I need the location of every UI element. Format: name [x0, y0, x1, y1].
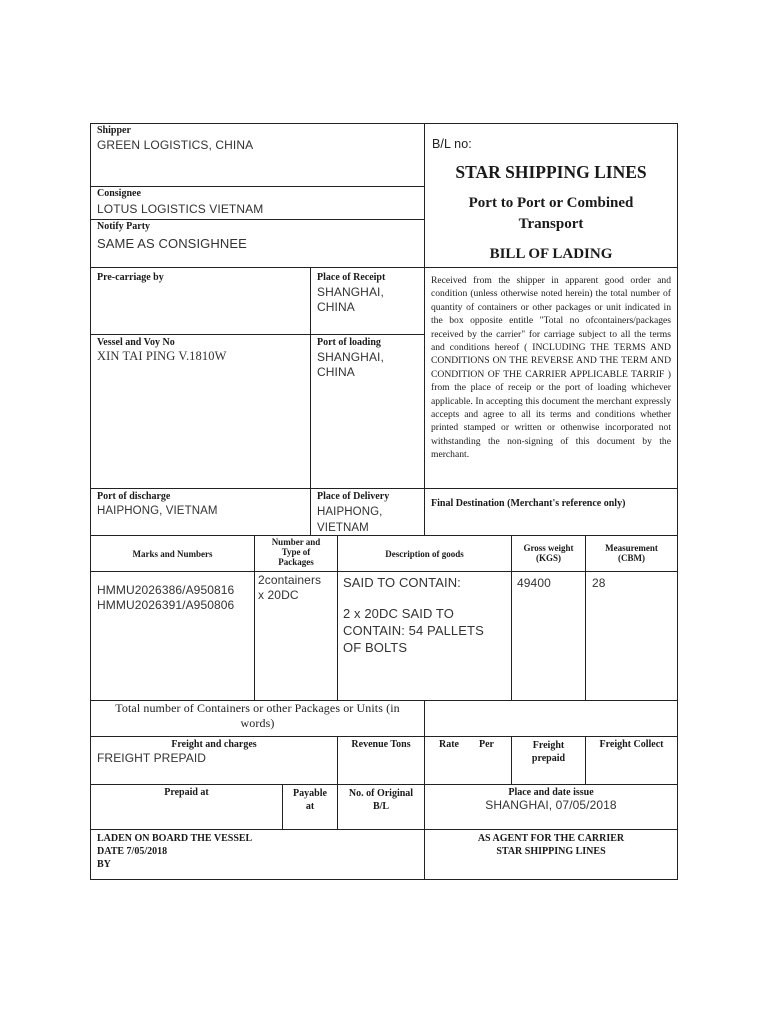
rate-label: Rate — [439, 739, 459, 750]
gross-weight-value: 49400 — [517, 576, 551, 590]
per-label: Per — [479, 739, 494, 750]
description-body: 2 x 20DC SAID TO CONTAIN: 54 PALLETS OF BOLTS — [343, 606, 484, 655]
total-packages-label: Total number of Containers or other Packages or Units (in words) — [115, 701, 400, 730]
prepaid-at-label: Prepaid at — [164, 787, 209, 798]
laden-text: LADEN ON BOARD THE VESSEL DATE 7/05/2018 BY — [97, 833, 253, 870]
gross-weight-header: Gross weight (KGS) — [523, 543, 574, 563]
total-packages-value-cell — [424, 700, 678, 737]
revenue-tons-label: Revenue Tons — [351, 739, 411, 750]
consignee-label: Consignee — [97, 188, 141, 199]
shipper-cell — [90, 123, 425, 187]
port-of-discharge-label: Port of discharge — [97, 491, 171, 502]
marks-header: Marks and Numbers — [132, 549, 213, 559]
company-name: STAR SHIPPING LINES — [455, 162, 647, 182]
marks-value: HMMU2026386/A950816 HMMU2026391/A950806 — [97, 583, 235, 612]
port-of-discharge-value: HAIPHONG, VIETNAM — [97, 505, 218, 517]
measurement-header: Measurement (CBM) — [605, 543, 658, 563]
vessel-value: XIN TAI PING V.1810W — [97, 349, 227, 363]
final-destination-cell — [424, 488, 678, 536]
description-header: Description of goods — [385, 549, 464, 559]
port-of-loading-label: Port of loading — [317, 337, 381, 348]
terms-text: Received from the shipper in apparent good order and condition (unless otherwise noted herein) the total number of quantity of containers or other packages or unit indicated in the box opposite entitle "Total no ofcontainers/packages received by the carrier" for carriage subject to all the terms and conditions hereof ( INCLUDING THE TERMS AND CONDITIONS ON THE REVERSE AND THE TERM AND CONDITION OF THE CARRIER APPLICABLE TARRIF ) from the place of receip or the port of loading whichever applicable. In accepting this document the merchant expressly accepts and agree to all its terms and conditions whether printed stamped or written or othenwise incorporated not withstanding the non-signing of this document by the merchant. — [431, 275, 671, 461]
shipper-label: Shipper — [97, 125, 131, 136]
bl-number-label: B/L no: — [432, 137, 472, 151]
original-bl-label: No. of Original B/L — [348, 788, 414, 812]
rate-per-cell — [424, 736, 512, 785]
shipper-value: GREEN LOGISTICS, CHINA — [97, 138, 254, 152]
place-of-receipt-label: Place of Receipt — [317, 272, 386, 283]
final-destination-label: Final Destination (Merchant's reference only) — [431, 498, 626, 509]
place-date-issue-value: SHANGHAI, 07/05/2018 — [485, 798, 617, 812]
agent-text: AS AGENT FOR THE CARRIER STAR SHIPPING LINES — [477, 833, 625, 857]
place-date-issue-label: Place and date issue — [508, 787, 594, 798]
place-of-delivery-value: HAIPHONG, VIETNAM — [317, 506, 383, 534]
port-of-loading-value: SHANGHAI, CHINA — [317, 350, 384, 379]
notify-party-label: Notify Party — [97, 221, 151, 232]
freight-charges-label: Freight and charges — [171, 739, 257, 750]
place-of-delivery-label: Place of Delivery — [317, 491, 390, 502]
payable-at-label: Payable at — [293, 788, 327, 812]
vessel-label: Vessel and Voy No — [97, 337, 175, 348]
freight-charges-value: FREIGHT PREPAID — [97, 751, 207, 765]
packages-value: 2containers x 20DC — [258, 573, 322, 602]
consignee-value: LOTUS LOGISTICS VIETNAM — [97, 202, 264, 216]
pre-carriage-label: Pre-carriage by — [97, 272, 164, 283]
freight-prepaid-label: Freight prepaid — [531, 740, 566, 764]
transport-subtitle: Port to Port or Combined Transport — [468, 195, 634, 232]
place-of-receipt-value: SHANGHAI, CHINA — [317, 285, 384, 314]
measurement-value: 28 — [592, 576, 606, 590]
description-head: SAID TO CONTAIN: — [343, 575, 461, 590]
packages-header: Number and Type of Packages — [271, 537, 321, 567]
notify-party-value: SAME AS CONSIGHNEE — [97, 236, 247, 251]
document-title: BILL OF LADING — [489, 246, 613, 262]
freight-collect-label: Freight Collect — [599, 739, 664, 750]
